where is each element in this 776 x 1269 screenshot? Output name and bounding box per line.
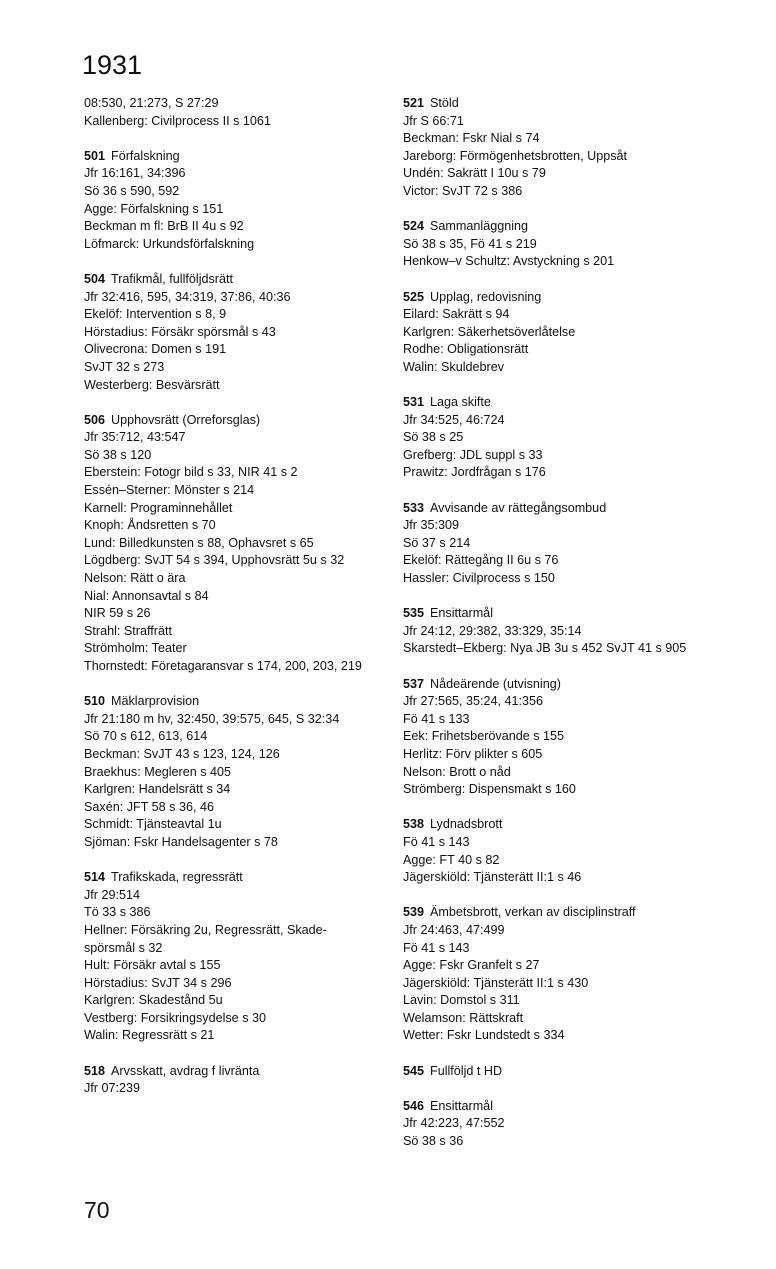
reference-line: Lögdberg: SvJT 54 s 394, Upphovsrätt 5u s 32 xyxy=(84,553,345,568)
reference-line: Sö 38 s 35, Fö 41 s 219 xyxy=(403,236,537,251)
entry-531 xyxy=(403,394,703,482)
reference-line: Strahl: Straffrätt xyxy=(84,623,172,638)
entry-number: 514 xyxy=(84,870,106,885)
reference-line: Jfr 35:309 xyxy=(403,518,460,533)
entry-514 xyxy=(84,869,376,1045)
entry-535 xyxy=(403,605,703,658)
reference-line: Nial: Annonsavtal s 84 xyxy=(84,588,209,603)
reference-line: Beckman: SvJT 43 s 123, 124, 126 xyxy=(84,746,280,761)
entry-title: Avvisande av rättegångsombud xyxy=(430,500,607,515)
right-column xyxy=(403,95,703,1168)
entry-heading xyxy=(84,693,376,711)
reference-line: Agge: Fskr Granfelt s 27 xyxy=(403,958,540,973)
reference-line: Fö 41 s 133 xyxy=(403,711,470,726)
reference-line: Karnell: Programinnehållet xyxy=(84,500,233,515)
reference-line: Braekhus: Megleren s 405 xyxy=(84,764,232,779)
reference-line: Strömberg: Dispensmakt s 160 xyxy=(403,782,576,797)
entry-number: 546 xyxy=(403,1098,425,1113)
reference-line: Karlgren: Säkerhetsöverlåtelse xyxy=(403,324,576,339)
entry-heading xyxy=(403,605,703,623)
reference-line: Jägerskiöld: Tjänsterätt II:1 s 430 xyxy=(403,975,589,990)
reference-line: Ekelöf: Intervention s 8, 9 xyxy=(84,307,227,322)
entry-heading xyxy=(403,218,703,236)
intro-line: 08:530, 21:273, S 27:29 xyxy=(84,96,219,110)
reference-line: Wetter: Fskr Lundstedt s 334 xyxy=(403,1028,565,1043)
reference-line: Sö 37 s 214 xyxy=(403,535,471,550)
reference-line: Karlgren: Handelsrätt s 34 xyxy=(84,782,231,797)
entry-title: Ämbetsbrott, verkan av disciplinstraff xyxy=(430,905,636,920)
reference-line: NIR 59 s 26 xyxy=(84,606,151,621)
entry-heading xyxy=(403,1098,703,1116)
reference-line: Hörstadius: SvJT 34 s 296 xyxy=(84,975,232,990)
reference-line: Sö 70 s 612, 613, 614 xyxy=(84,729,208,744)
entry-title: Upplag, redovisning xyxy=(430,289,542,304)
reference-line: Sö 38 s 25 xyxy=(403,430,464,445)
reference-line: Knoph: Åndsretten s 70 xyxy=(84,518,216,533)
entry-title: Arvsskatt, avdrag f livränta xyxy=(111,1063,260,1078)
left-column xyxy=(84,95,376,1115)
reference-line: Schmidt: Tjänsteavtal 1u xyxy=(84,817,222,832)
reference-line: Hult: Försäkr avtal s 155 xyxy=(84,958,221,973)
reference-line: Hellner: Försäkring 2u, Regressrätt, Skade-spörsmål s 32 xyxy=(84,922,327,955)
reference-line: Skarstedt–Ekberg: Nya JB 3u s 452 SvJT 41 s 905 xyxy=(403,641,687,656)
reference-line: Olivecrona: Domen s 191 xyxy=(84,342,227,357)
reference-line: Strömholm: Teater xyxy=(84,641,187,656)
reference-line: Rodhe: Obligationsrätt xyxy=(403,342,529,357)
reference-line: Agge: FT 40 s 82 xyxy=(403,852,500,867)
reference-line: Vestberg: Forsikringsydelse s 30 xyxy=(84,1010,266,1025)
entry-number: 501 xyxy=(84,148,106,163)
entry-heading xyxy=(403,289,703,307)
reference-line: Jfr S 66:71 xyxy=(403,113,464,128)
entry-number: 545 xyxy=(403,1063,425,1078)
reference-line: Hassler: Civilprocess s 150 xyxy=(403,571,555,586)
reference-line: Undén: Sakrätt I 10u s 79 xyxy=(403,166,546,181)
entry-title: Nådeärende (utvisning) xyxy=(430,676,561,691)
entry-number: 521 xyxy=(403,96,425,110)
entry-title: Upphovsrätt (Orreforsglas) xyxy=(111,412,261,427)
reference-line: Henkow–v Schultz: Avstyckning s 201 xyxy=(403,254,615,269)
reference-line: Jfr 34:525, 46:724 xyxy=(403,412,505,427)
entry-525 xyxy=(403,289,703,377)
entry-533 xyxy=(403,500,703,588)
entry-510 xyxy=(84,693,376,851)
reference-line: Essén–Sterner: Mönster s 214 xyxy=(84,483,255,498)
entry-number: 506 xyxy=(84,412,106,427)
entry-number: 531 xyxy=(403,395,425,410)
entry-title: Laga skifte xyxy=(430,395,491,410)
entry-504 xyxy=(84,271,376,394)
reference-line: Nelson: Rätt o ära xyxy=(84,571,186,586)
entry-number: 525 xyxy=(403,289,425,304)
reference-line: Victor: SvJT 72 s 386 xyxy=(403,183,523,198)
reference-line: Jfr 21:180 m hv, 32:450, 39:575, 645, S 32:34 xyxy=(84,711,340,726)
reference-line: Jfr 35:712, 43:547 xyxy=(84,430,186,445)
entry-heading xyxy=(403,676,703,694)
reference-line: Lavin: Domstol s 311 xyxy=(403,993,520,1008)
page-year: 1931 xyxy=(82,50,143,80)
entry-heading xyxy=(84,271,376,289)
entry-title: Fullföljd t HD xyxy=(430,1063,503,1078)
reference-line: Nelson: Brott o nåd xyxy=(403,764,511,779)
entry-heading xyxy=(403,1063,703,1081)
reference-line: Jfr 16:161, 34:396 xyxy=(84,166,186,181)
reference-line: Löfmarck: Urkundsförfalskning xyxy=(84,236,255,251)
reference-line: Karlgren: Skadestånd 5u xyxy=(84,993,223,1008)
entry-heading xyxy=(403,816,703,834)
reference-line: Beckman m fl: BrB II 4u s 92 xyxy=(84,219,244,234)
reference-line: Tö 33 s 386 xyxy=(84,905,151,920)
entry-title: Sammanläggning xyxy=(430,219,529,234)
reference-line: Prawitz: Jordfrågan s 176 xyxy=(403,465,546,480)
entry-title: Trafikmål, fullföljdsrätt xyxy=(111,271,234,286)
entry-heading xyxy=(84,869,376,887)
reference-line: Jägerskiöld: Tjänsterätt II:1 s 46 xyxy=(403,870,582,885)
reference-line: Westerberg: Besvärsrätt xyxy=(84,377,220,392)
reference-line: Sö 36 s 590, 592 xyxy=(84,183,180,198)
entry-501 xyxy=(84,148,376,254)
entry-heading xyxy=(403,95,703,113)
entry-heading xyxy=(84,1063,376,1081)
reference-line: Jfr 24:12, 29:382, 33:329, 35:14 xyxy=(403,623,582,638)
reference-line: Ekelöf: Rättegång II 6u s 76 xyxy=(403,553,559,568)
entry-title: Lydnadsbrott xyxy=(430,817,503,832)
entry-title: Mäklarprovision xyxy=(111,694,200,709)
intro-line: Kallenberg: Civilprocess II s 1061 xyxy=(84,113,271,128)
reference-line: Jfr 29:514 xyxy=(84,887,141,902)
page-number: 70 xyxy=(84,1197,110,1223)
reference-line: Eberstein: Fotogr bild s 33, NIR 41 s 2 xyxy=(84,465,298,480)
reference-line: Jfr 42:223, 47:552 xyxy=(403,1116,505,1131)
reference-line: Hörstadius: Försäkr spörsmål s 43 xyxy=(84,324,276,339)
entry-546 xyxy=(403,1098,703,1151)
entry-number: 524 xyxy=(403,219,425,234)
entry-number: 537 xyxy=(403,676,425,691)
entry-521 xyxy=(403,95,703,201)
reference-line: Thornstedt: Företagaransvar s 174, 200, 203, 219 xyxy=(84,659,362,673)
entry-heading xyxy=(84,148,376,166)
reference-line: Fö 41 s 143 xyxy=(403,834,470,849)
entry-heading xyxy=(403,394,703,412)
reference-line: Saxén: JFT 58 s 36, 46 xyxy=(84,799,214,814)
reference-line: Welamson: Rättskraft xyxy=(403,1010,524,1025)
reference-line: Jfr 24:463, 47:499 xyxy=(403,922,505,937)
reference-line: Jareborg: Förmögenhetsbrotten, Uppsåt xyxy=(403,148,628,163)
entry-number: 504 xyxy=(84,271,106,286)
reference-line: Sö 38 s 120 xyxy=(84,447,152,462)
entry-heading xyxy=(403,904,703,922)
reference-line: Eilard: Sakrätt s 94 xyxy=(403,307,510,322)
intro-block xyxy=(84,95,376,130)
entry-545 xyxy=(403,1063,703,1081)
entry-number: 535 xyxy=(403,606,425,621)
reference-line: Eek: Frihetsberövande s 155 xyxy=(403,729,565,744)
reference-line: Walin: Regressrätt s 21 xyxy=(84,1028,215,1043)
reference-line: SvJT 32 s 273 xyxy=(84,359,165,374)
entry-506 xyxy=(84,412,376,676)
reference-line: Grefberg: JDL suppl s 33 xyxy=(403,447,543,462)
reference-line: Jfr 07:239 xyxy=(84,1081,141,1096)
reference-line: Fö 41 s 143 xyxy=(403,940,470,955)
entry-538 xyxy=(403,816,703,886)
reference-line: Jfr 32:416, 595, 34:319, 37:86, 40:36 xyxy=(84,289,291,304)
reference-line: Jfr 27:565, 35:24, 41:356 xyxy=(403,694,544,709)
entry-heading xyxy=(403,500,703,518)
entry-524 xyxy=(403,218,703,271)
entry-title: Ensittarmål xyxy=(430,606,493,621)
entry-537 xyxy=(403,676,703,799)
reference-line: Sjöman: Fskr Handelsagenter s 78 xyxy=(84,834,278,849)
entry-518 xyxy=(84,1063,376,1098)
reference-line: Walin: Skuldebrev xyxy=(403,359,505,374)
entry-heading xyxy=(84,412,376,430)
entry-539 xyxy=(403,904,703,1045)
entry-number: 539 xyxy=(403,905,425,920)
reference-line: Lund: Billedkunsten s 88, Ophavsret s 65 xyxy=(84,535,314,550)
entry-title: Ensittarmål xyxy=(430,1098,493,1113)
entry-number: 510 xyxy=(84,694,106,709)
entry-title: Stöld xyxy=(430,96,459,110)
entry-number: 533 xyxy=(403,500,425,515)
reference-line: Herlitz: Förv plikter s 605 xyxy=(403,746,543,761)
entry-number: 538 xyxy=(403,817,425,832)
entry-title: Trafikskada, regressrätt xyxy=(111,870,243,885)
entry-title: Förfalskning xyxy=(111,148,180,163)
reference-line: Agge: Förfalskning s 151 xyxy=(84,201,224,216)
entry-number: 518 xyxy=(84,1063,106,1078)
reference-line: Sö 38 s 36 xyxy=(403,1134,464,1149)
reference-line: Beckman: Fskr Nial s 74 xyxy=(403,131,540,146)
